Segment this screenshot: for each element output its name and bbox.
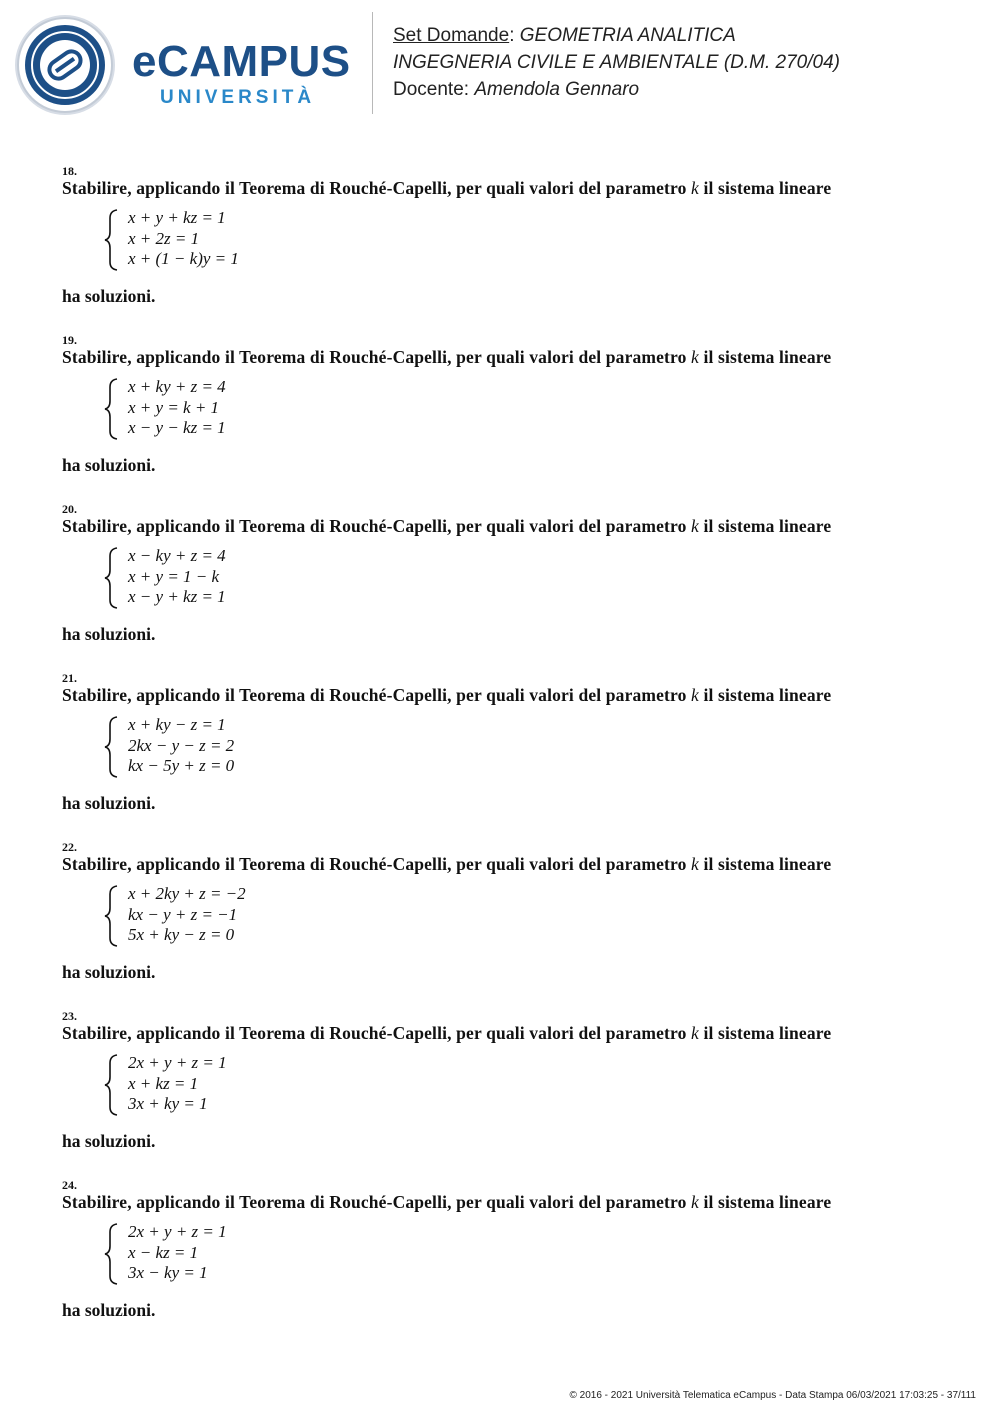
equations — [128, 715, 234, 777]
degree-name: INGEGNERIA CIVILE E AMBIENTALE (D.M. 270/04) — [393, 52, 840, 73]
equation-line: x − y − kz = 1 — [128, 418, 226, 437]
question-text-end: il sistema lineare — [698, 1192, 832, 1212]
question-text — [62, 1023, 962, 1043]
equation-line: x + y = 1 − k — [128, 566, 220, 586]
question-number: 20. — [62, 502, 77, 516]
question-answer: ha soluzioni. — [62, 1131, 156, 1151]
question-answer: ha soluzioni. — [62, 793, 156, 813]
question-text-start: Stabilire, applicando il Teorema di Rouché-Capelli, per quali valori del parametro — [62, 516, 692, 536]
question-24 — [62, 1178, 962, 1320]
equation-line: 2x + y + z = 1 — [128, 1053, 227, 1072]
question-text-start: Stabilire, applicando il Teorema di Rouché-Capelli, per quali valori del parametro — [62, 854, 692, 874]
parameter-symbol: k — [691, 685, 699, 705]
equations — [128, 1222, 227, 1284]
question-19 — [62, 333, 962, 475]
question-text-start: Stabilire, applicando il Teorema di Rouché-Capelli, per quali valori del parametro — [62, 1192, 692, 1212]
teacher-name: Amendola Gennaro — [474, 79, 640, 100]
question-number: 22. — [62, 840, 77, 854]
course-name: GEOMETRIA ANALITICA — [519, 25, 736, 46]
equation-system — [104, 1222, 962, 1286]
equation-line: x + ky − z = 1 — [128, 715, 226, 734]
equation-line: x − y + kz = 1 — [128, 587, 226, 606]
teacher-label: Docente: — [393, 79, 475, 100]
set-colon: : — [509, 25, 520, 46]
equation-line: x + 2z = 1 — [128, 228, 200, 248]
question-text-end: il sistema lineare — [698, 178, 832, 198]
equation-line: x + (1 − k)y = 1 — [128, 249, 239, 268]
left-brace-icon — [104, 715, 120, 779]
equations — [128, 1053, 227, 1115]
equation-line: x − ky + z = 4 — [128, 546, 226, 565]
degree-line — [393, 49, 840, 76]
question-answer: ha soluzioni. — [62, 286, 156, 306]
set-label: Set Domande — [393, 25, 510, 46]
page-header — [0, 0, 1000, 130]
brand-subtitle: UNIVERSITÀ — [160, 87, 316, 108]
equation-system — [104, 377, 962, 441]
question-number: 24. — [62, 1178, 77, 1192]
equation-line: 5x + ky − z = 0 — [128, 925, 235, 944]
question-21 — [62, 671, 962, 813]
parameter-symbol: k — [691, 1023, 699, 1043]
equation-system — [104, 884, 962, 948]
ecampus-seal-logo — [14, 14, 116, 116]
equation-line: 2x + y + z = 1 — [128, 1222, 227, 1241]
question-number: 19. — [62, 333, 77, 347]
question-text-end: il sistema lineare — [698, 347, 832, 367]
equation-line: kx − y + z = −1 — [128, 904, 238, 924]
left-brace-icon — [104, 884, 120, 948]
header-info — [393, 22, 840, 103]
parameter-symbol: k — [691, 1192, 699, 1212]
left-brace-icon — [104, 1222, 120, 1286]
equation-system — [104, 715, 962, 779]
equations — [128, 546, 226, 608]
equation-line: x + y = k + 1 — [128, 397, 220, 417]
teacher-line — [393, 76, 840, 103]
question-text — [62, 178, 962, 198]
parameter-symbol: k — [691, 178, 699, 198]
left-brace-icon — [104, 377, 120, 441]
question-number: 21. — [62, 671, 77, 685]
question-text — [62, 516, 962, 536]
left-brace-icon — [104, 208, 120, 272]
question-23 — [62, 1009, 962, 1151]
question-text-end: il sistema lineare — [698, 1023, 832, 1043]
page-footer: © 2016 - 2021 Università Telematica eCampus - Data Stampa 06/03/2021 17:03:25 - 37/111 — [569, 1390, 976, 1401]
question-answer: ha soluzioni. — [62, 455, 156, 475]
question-text-end: il sistema lineare — [698, 516, 832, 536]
question-text-start: Stabilire, applicando il Teorema di Rouché-Capelli, per quali valori del parametro — [62, 347, 692, 367]
brand-name: eCAMPUS — [132, 37, 351, 86]
question-text — [62, 854, 962, 874]
question-answer: ha soluzioni. — [62, 624, 156, 644]
equation-line: x + kz = 1 — [128, 1073, 199, 1093]
parameter-symbol: k — [691, 516, 699, 536]
equation-system — [104, 546, 962, 610]
question-text — [62, 347, 962, 367]
equations — [128, 377, 226, 439]
equation-line: x − kz = 1 — [128, 1242, 199, 1262]
equation-line: 3x − ky = 1 — [128, 1263, 208, 1282]
question-number: 23. — [62, 1009, 77, 1023]
question-answer: ha soluzioni. — [62, 1300, 156, 1320]
equations — [128, 208, 239, 270]
question-text-start: Stabilire, applicando il Teorema di Rouché-Capelli, per quali valori del parametro — [62, 1023, 692, 1043]
equation-system — [104, 208, 962, 272]
question-text-start: Stabilire, applicando il Teorema di Rouché-Capelli, per quali valori del parametro — [62, 685, 692, 705]
question-text-end: il sistema lineare — [698, 854, 832, 874]
question-22 — [62, 840, 962, 982]
parameter-symbol: k — [691, 347, 699, 367]
equation-line: kx − 5y + z = 0 — [128, 756, 235, 775]
question-answer: ha soluzioni. — [62, 962, 156, 982]
question-text — [62, 1192, 962, 1212]
question-number: 18. — [62, 164, 77, 178]
equation-line: x + 2ky + z = −2 — [128, 884, 246, 903]
question-20 — [62, 502, 962, 644]
equation-line: 2kx − y − z = 2 — [128, 735, 235, 755]
equation-line: x + ky + z = 4 — [128, 377, 226, 396]
left-brace-icon — [104, 1053, 120, 1117]
equation-line: 3x + ky = 1 — [128, 1094, 208, 1113]
equation-system — [104, 1053, 962, 1117]
parameter-symbol: k — [691, 854, 699, 874]
header-divider — [372, 12, 373, 114]
question-text — [62, 685, 962, 705]
question-text-end: il sistema lineare — [698, 685, 832, 705]
question-text-start: Stabilire, applicando il Teorema di Rouché-Capelli, per quali valori del parametro — [62, 178, 692, 198]
equations — [128, 884, 246, 946]
left-brace-icon — [104, 546, 120, 610]
question-18 — [62, 164, 962, 306]
equation-line: x + y + kz = 1 — [128, 208, 226, 227]
set-line — [393, 22, 840, 49]
